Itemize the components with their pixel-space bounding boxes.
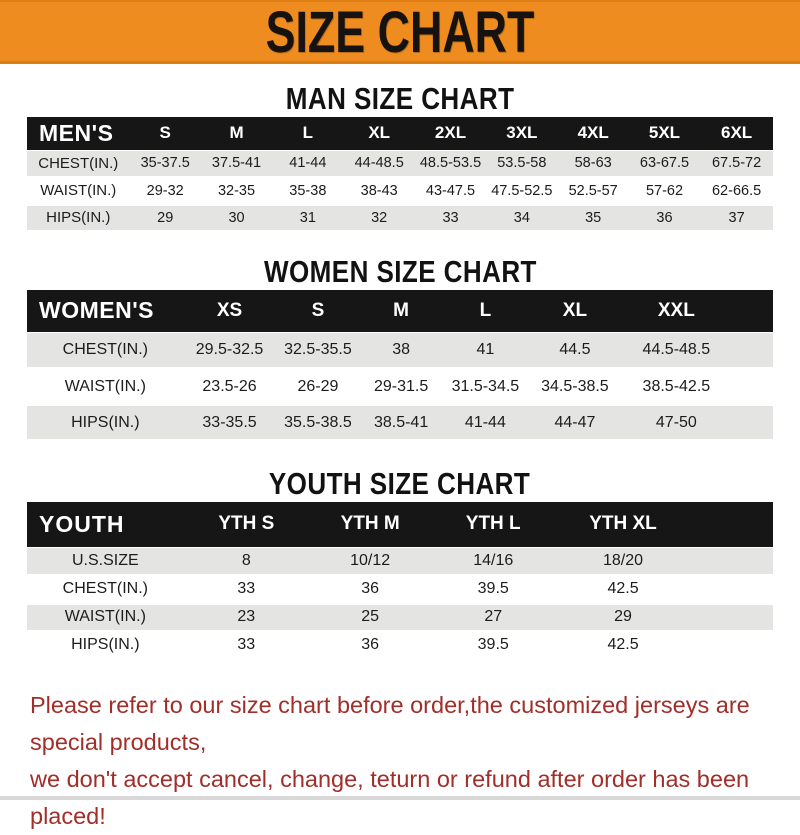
section-heading-man-size-chart: MAN SIZE CHART xyxy=(285,81,515,116)
size-column-header: YTH S xyxy=(184,502,309,547)
spacer-cell xyxy=(732,405,773,441)
heading-wrap-youth-size-chart xyxy=(0,466,800,502)
measurement-cell: 32 xyxy=(344,204,415,231)
measurement-cell: 8 xyxy=(184,547,309,575)
measurement-cell: 42.5 xyxy=(555,631,691,659)
row-label: U.S.SIZE xyxy=(27,547,184,575)
measurement-cell: 44-48.5 xyxy=(344,150,415,177)
spacer-cell xyxy=(732,369,773,405)
spacer-cell xyxy=(691,547,773,575)
table-row xyxy=(27,177,773,204)
measurement-cell: 44-47 xyxy=(529,405,621,441)
measurement-cell: 33 xyxy=(415,204,486,231)
measurement-cell: 67.5-72 xyxy=(700,150,773,177)
measurement-cell: 33 xyxy=(184,575,309,603)
measurement-cell: 29.5-32.5 xyxy=(184,333,276,369)
measurement-cell: 42.5 xyxy=(555,575,691,603)
measurement-cell: 63-67.5 xyxy=(629,150,700,177)
spacer-cell xyxy=(691,631,773,659)
measurement-cell: 43-47.5 xyxy=(415,177,486,204)
measurement-cell: 41 xyxy=(442,333,529,369)
measurement-cell: 31 xyxy=(272,204,343,231)
size-column-header: 2XL xyxy=(415,117,486,150)
size-column-header: XS xyxy=(184,290,276,333)
measurement-cell: 23 xyxy=(184,603,309,631)
measurement-cell: 36 xyxy=(309,631,431,659)
measurement-cell: 38.5-41 xyxy=(360,405,441,441)
size-column-header: 3XL xyxy=(486,117,557,150)
table-row xyxy=(27,333,773,369)
measurement-cell: 32-35 xyxy=(201,177,272,204)
measurement-cell: 37.5-41 xyxy=(201,150,272,177)
measurement-cell: 29 xyxy=(130,204,201,231)
measurement-cell: 38-43 xyxy=(344,177,415,204)
size-column-header: L xyxy=(272,117,343,150)
footer-note xyxy=(30,687,800,835)
table-row xyxy=(27,405,773,441)
measurement-cell: 27 xyxy=(431,603,555,631)
footer-note-line2: we don't accept cancel, change, teturn or refund after order has been placed! xyxy=(30,765,750,829)
row-label: HIPS(IN.) xyxy=(27,631,184,659)
measurement-cell: 36 xyxy=(309,575,431,603)
size-column-header: S xyxy=(275,290,360,333)
measurement-cell: 39.5 xyxy=(431,575,555,603)
size-column-header: YTH M xyxy=(309,502,431,547)
table-row xyxy=(27,603,773,631)
measurement-cell: 52.5-57 xyxy=(558,177,629,204)
measurement-cell: 32.5-35.5 xyxy=(275,333,360,369)
measurement-cell: 34.5-38.5 xyxy=(529,369,621,405)
measurement-cell: 48.5-53.5 xyxy=(415,150,486,177)
row-label: CHEST(IN.) xyxy=(27,333,184,369)
page-title: SIZE CHART xyxy=(265,0,535,65)
man-size-chart-table xyxy=(27,117,773,233)
spacer-cell xyxy=(732,290,773,333)
spacer-cell xyxy=(691,575,773,603)
measurement-cell: 37 xyxy=(700,204,773,231)
youth-size-chart-table xyxy=(27,502,773,661)
table-row xyxy=(27,575,773,603)
measurement-cell: 44.5-48.5 xyxy=(621,333,732,369)
measurement-cell: 47.5-52.5 xyxy=(486,177,557,204)
table-title-cell: YOUTH xyxy=(27,502,184,547)
size-header-row xyxy=(27,502,773,547)
size-chart-sections xyxy=(0,81,800,661)
table-title-cell: MEN'S xyxy=(27,117,130,150)
measurement-cell: 41-44 xyxy=(272,150,343,177)
women-size-chart-table xyxy=(27,290,773,443)
measurement-cell: 38 xyxy=(360,333,441,369)
measurement-cell: 58-63 xyxy=(558,150,629,177)
measurement-cell: 41-44 xyxy=(442,405,529,441)
measurement-cell: 53.5-58 xyxy=(486,150,557,177)
table-row xyxy=(27,631,773,659)
table-row xyxy=(27,204,773,231)
size-column-header: XL xyxy=(529,290,621,333)
size-column-header: M xyxy=(201,117,272,150)
row-label: HIPS(IN.) xyxy=(27,204,130,231)
measurement-cell: 33-35.5 xyxy=(184,405,276,441)
measurement-cell: 30 xyxy=(201,204,272,231)
row-label: CHEST(IN.) xyxy=(27,150,130,177)
size-header-row xyxy=(27,290,773,333)
measurement-cell: 34 xyxy=(486,204,557,231)
measurement-cell: 44.5 xyxy=(529,333,621,369)
size-column-header: 5XL xyxy=(629,117,700,150)
spacer-cell xyxy=(691,603,773,631)
measurement-cell: 36 xyxy=(629,204,700,231)
size-column-header: YTH L xyxy=(431,502,555,547)
measurement-cell: 26-29 xyxy=(275,369,360,405)
measurement-cell: 47-50 xyxy=(621,405,732,441)
measurement-cell: 25 xyxy=(309,603,431,631)
size-column-header: XL xyxy=(344,117,415,150)
size-column-header: L xyxy=(442,290,529,333)
table-row xyxy=(27,547,773,575)
size-column-header: M xyxy=(360,290,441,333)
measurement-cell: 35.5-38.5 xyxy=(275,405,360,441)
measurement-cell: 38.5-42.5 xyxy=(621,369,732,405)
size-column-header: 4XL xyxy=(558,117,629,150)
measurement-cell: 62-66.5 xyxy=(700,177,773,204)
size-header-row xyxy=(27,117,773,150)
table-row xyxy=(27,369,773,405)
size-column-header: S xyxy=(130,117,201,150)
table-row xyxy=(27,150,773,177)
row-label: WAIST(IN.) xyxy=(27,177,130,204)
measurement-cell: 29-32 xyxy=(130,177,201,204)
spacer-cell xyxy=(732,333,773,369)
measurement-cell: 35-38 xyxy=(272,177,343,204)
size-column-header: XXL xyxy=(621,290,732,333)
row-label: WAIST(IN.) xyxy=(27,603,184,631)
measurement-cell: 39.5 xyxy=(431,631,555,659)
row-label: CHEST(IN.) xyxy=(27,575,184,603)
measurement-cell: 33 xyxy=(184,631,309,659)
measurement-cell: 57-62 xyxy=(629,177,700,204)
measurement-cell: 35-37.5 xyxy=(130,150,201,177)
table-title-cell: WOMEN'S xyxy=(27,290,184,333)
measurement-cell: 14/16 xyxy=(431,547,555,575)
measurement-cell: 10/12 xyxy=(309,547,431,575)
measurement-cell: 29-31.5 xyxy=(360,369,441,405)
section-heading-youth-size-chart: YOUTH SIZE CHART xyxy=(269,466,531,501)
measurement-cell: 35 xyxy=(558,204,629,231)
row-label: WAIST(IN.) xyxy=(27,369,184,405)
heading-wrap-man-size-chart xyxy=(0,81,800,117)
section-heading-women-size-chart: WOMEN SIZE CHART xyxy=(263,253,537,289)
measurement-cell: 31.5-34.5 xyxy=(442,369,529,405)
heading-wrap-women-size-chart xyxy=(0,254,800,290)
measurement-cell: 23.5-26 xyxy=(184,369,276,405)
row-label: HIPS(IN.) xyxy=(27,405,184,441)
bottom-edge-divider xyxy=(0,796,800,800)
size-chart-banner xyxy=(0,0,800,64)
measurement-cell: 18/20 xyxy=(555,547,691,575)
footer-note-line1: Please refer to our size chart before order,the customized jerseys are special products, xyxy=(30,691,750,755)
size-column-header: YTH XL xyxy=(555,502,691,547)
measurement-cell: 29 xyxy=(555,603,691,631)
size-column-header: 6XL xyxy=(700,117,773,150)
spacer-cell xyxy=(691,502,773,547)
